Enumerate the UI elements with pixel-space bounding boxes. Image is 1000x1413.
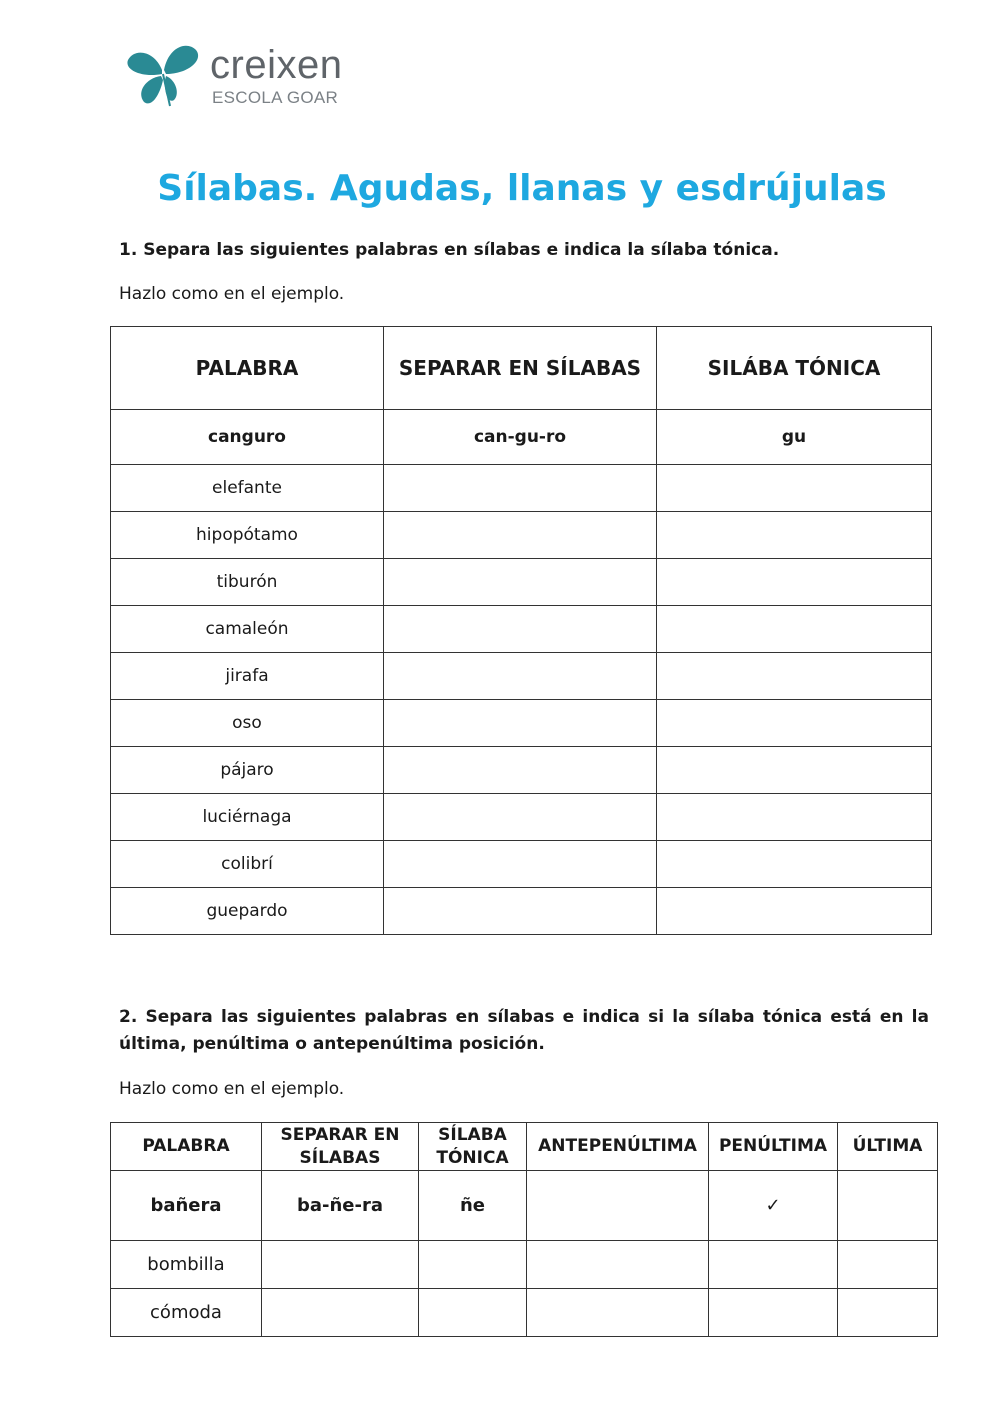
logo-subtitle: ESCOLA GOAR <box>212 88 339 107</box>
syllables-answer-cell[interactable] <box>384 512 657 559</box>
syllables-answer-cell[interactable] <box>384 653 657 700</box>
header-tonica: SILÁBA TÓNICA <box>657 327 932 410</box>
stressed-answer-cell[interactable] <box>419 1289 527 1337</box>
stressed-answer-cell[interactable] <box>657 653 932 700</box>
example-syllables: ba-ñe-ra <box>262 1171 419 1241</box>
table-row <box>111 747 932 794</box>
stressed-answer-cell[interactable] <box>657 700 932 747</box>
stressed-answer-cell[interactable] <box>657 747 932 794</box>
syllables-answer-cell[interactable] <box>384 606 657 653</box>
stressed-answer-cell[interactable] <box>419 1241 527 1289</box>
exercise1-table <box>110 326 932 935</box>
word-cell: elefante <box>111 465 384 512</box>
table-row <box>111 1241 938 1289</box>
word-cell: hipopótamo <box>111 512 384 559</box>
header-tonica: SÍLABA TÓNICA <box>419 1123 527 1171</box>
ultima-answer-cell[interactable] <box>838 1241 938 1289</box>
table-header-row <box>111 327 932 410</box>
syllables-answer-cell[interactable] <box>384 794 657 841</box>
penultima-answer-cell[interactable] <box>709 1289 838 1337</box>
word-cell: pájaro <box>111 747 384 794</box>
word-cell: guepardo <box>111 888 384 935</box>
stressed-answer-cell[interactable] <box>657 512 932 559</box>
header-separar: SEPARAR EN SÍLABAS <box>384 327 657 410</box>
table-row <box>111 512 932 559</box>
exercise2-table <box>110 1122 938 1337</box>
penultima-answer-cell[interactable] <box>709 1241 838 1289</box>
header-separar: SEPARAR EN SÍLABAS <box>262 1123 419 1171</box>
exercise1-instruction: 1. Separa las siguientes palabras en sílabas e indica la sílaba tónica. <box>119 240 780 260</box>
word-cell: oso <box>111 700 384 747</box>
header-palabra: PALABRA <box>111 1123 262 1171</box>
example-word: bañera <box>111 1171 262 1241</box>
example-stressed: ñe <box>419 1171 527 1241</box>
word-cell: luciérnaga <box>111 794 384 841</box>
example-stressed: gu <box>657 410 932 465</box>
example-row <box>111 1171 938 1241</box>
syllables-answer-cell[interactable] <box>262 1289 419 1337</box>
table-row <box>111 465 932 512</box>
syllables-answer-cell[interactable] <box>384 465 657 512</box>
table-row <box>111 841 932 888</box>
antepenultima-answer-cell[interactable] <box>527 1241 709 1289</box>
exercise2-hint: Hazlo como en el ejemplo. <box>119 1079 345 1099</box>
word-cell: colibrí <box>111 841 384 888</box>
table-row <box>111 1289 938 1337</box>
page-title: Sílabas. Agudas, llanas y esdrújulas <box>157 168 887 209</box>
example-antepenultima <box>527 1171 709 1241</box>
word-cell: cómoda <box>111 1289 262 1337</box>
stressed-answer-cell[interactable] <box>657 888 932 935</box>
check-icon: ✓ <box>709 1171 838 1241</box>
butterfly-icon <box>124 40 204 110</box>
header-antepenultima: ANTEPENÚLTIMA <box>527 1123 709 1171</box>
school-logo <box>124 40 374 112</box>
example-ultima <box>838 1171 938 1241</box>
exercise1-hint: Hazlo como en el ejemplo. <box>119 284 345 304</box>
table-header-row <box>111 1123 938 1171</box>
table-row <box>111 559 932 606</box>
syllables-answer-cell[interactable] <box>384 559 657 606</box>
table-row <box>111 888 932 935</box>
stressed-answer-cell[interactable] <box>657 841 932 888</box>
table-row <box>111 794 932 841</box>
stressed-answer-cell[interactable] <box>657 465 932 512</box>
stressed-answer-cell[interactable] <box>657 606 932 653</box>
word-cell: jirafa <box>111 653 384 700</box>
example-row <box>111 410 932 465</box>
example-word: canguro <box>111 410 384 465</box>
stressed-answer-cell[interactable] <box>657 559 932 606</box>
syllables-answer-cell[interactable] <box>384 700 657 747</box>
word-cell: camaleón <box>111 606 384 653</box>
table-row <box>111 700 932 747</box>
table-row <box>111 653 932 700</box>
syllables-answer-cell[interactable] <box>384 841 657 888</box>
syllables-answer-cell[interactable] <box>384 747 657 794</box>
stressed-answer-cell[interactable] <box>657 794 932 841</box>
word-cell: tiburón <box>111 559 384 606</box>
antepenultima-answer-cell[interactable] <box>527 1289 709 1337</box>
word-cell: bombilla <box>111 1241 262 1289</box>
syllables-answer-cell[interactable] <box>384 888 657 935</box>
table-row <box>111 606 932 653</box>
logo-brand: creixen <box>210 43 343 87</box>
example-syllables: can-gu-ro <box>384 410 657 465</box>
syllables-answer-cell[interactable] <box>262 1241 419 1289</box>
header-palabra: PALABRA <box>111 327 384 410</box>
header-ultima: ÚLTIMA <box>838 1123 938 1171</box>
ultima-answer-cell[interactable] <box>838 1289 938 1337</box>
header-penultima: PENÚLTIMA <box>709 1123 838 1171</box>
exercise2-instruction: 2. Separa las siguientes palabras en sílabas e indica si la sílaba tónica está en la última, penúltima o antepenúltima posición. <box>119 1007 929 1054</box>
